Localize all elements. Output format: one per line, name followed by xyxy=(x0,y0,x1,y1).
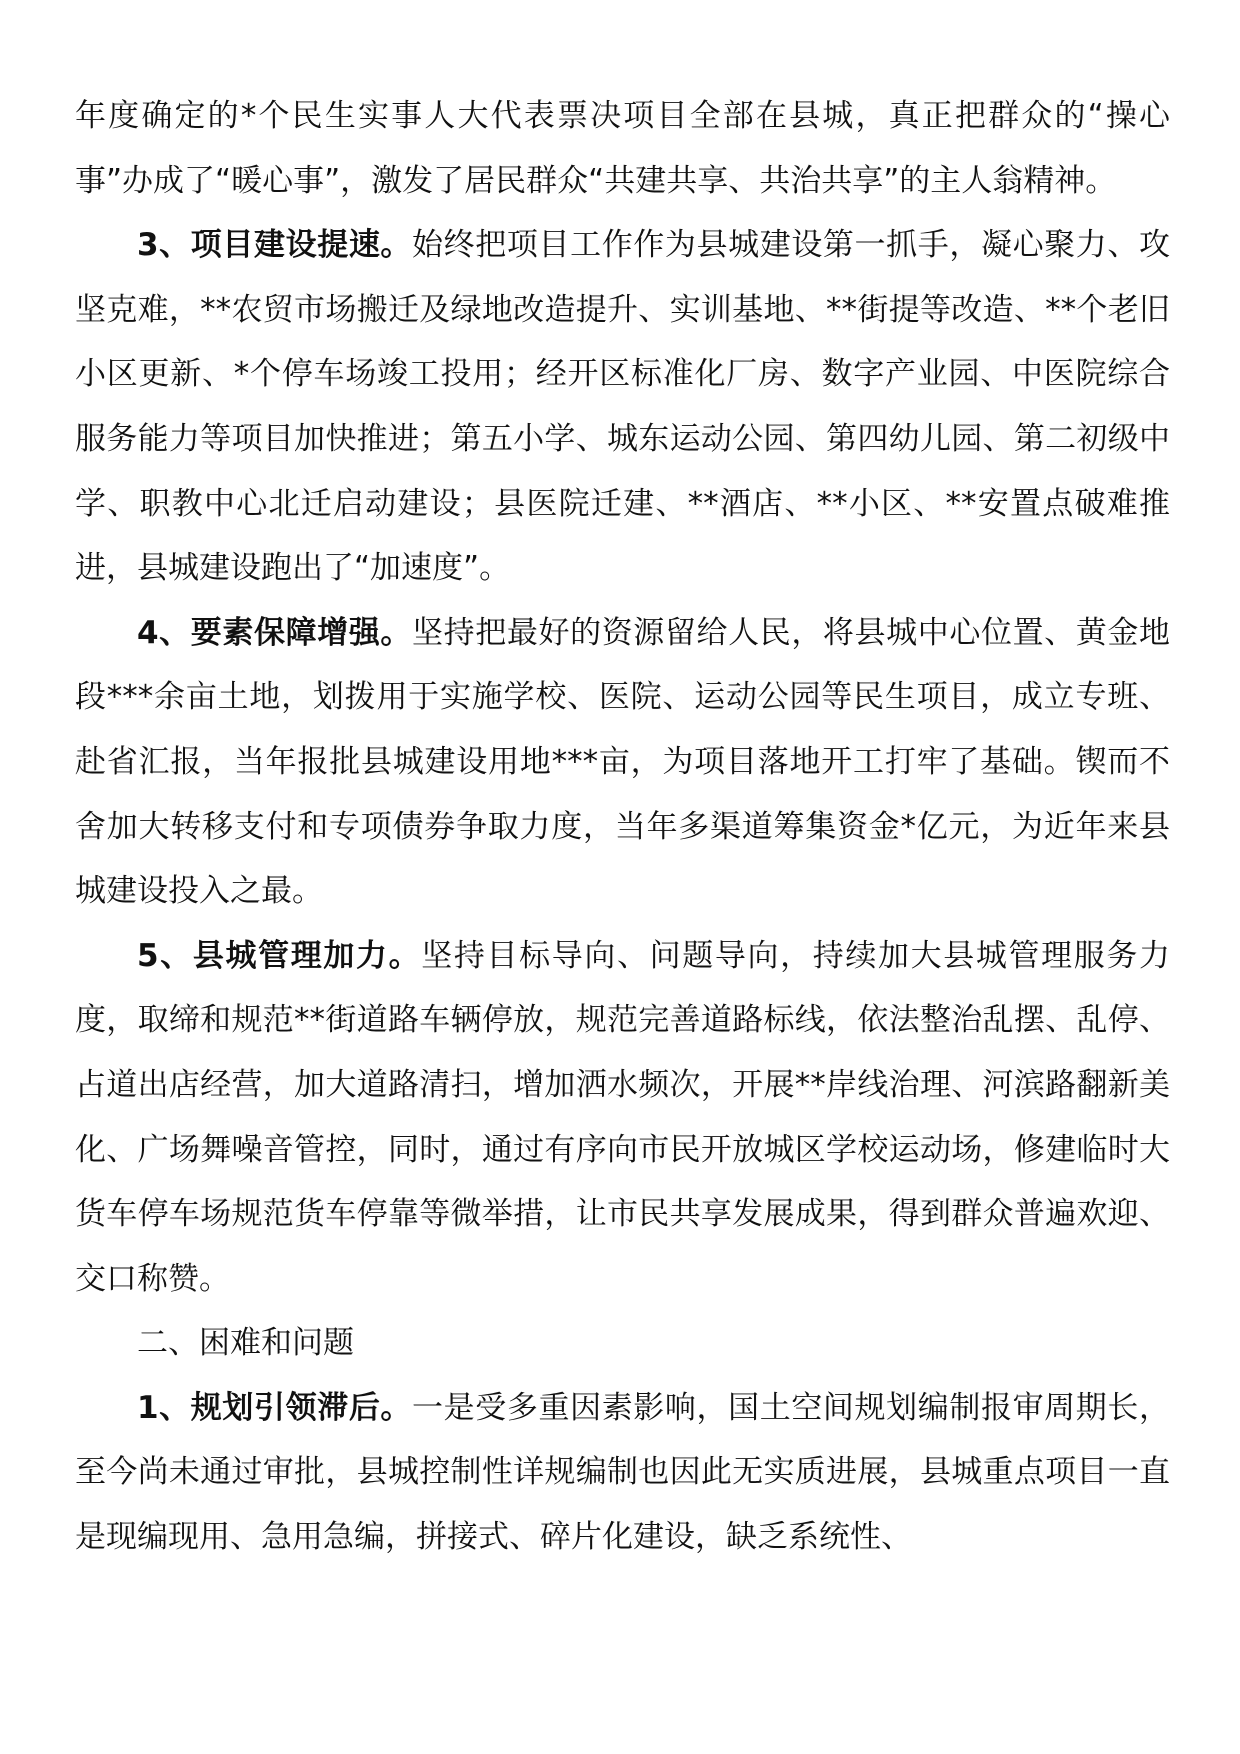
paragraph-body: 坚持把最好的资源留给人民，将县城中心位置、黄金地段***余亩土地，划拨用于实施学校、医院、运动公园等民生项目，成立专班、赴省汇报，当年报批县城建设用地***亩，为项目落地开工打牢了基础。锲而不舍加大转移支付和专项债券争取力度，当年多渠道筹集资金*亿元，为近年来县城建设投入之最。 xyxy=(75,614,1171,910)
paragraph-factor-guarantee xyxy=(75,601,1170,924)
document-body xyxy=(75,84,1170,1570)
paragraph-body: 年度确定的*个民生实事人大代表票决项目全部在县城，真正把群众的“操心事”办成了“暖心事”，激发了居民群众“共建共享、共治共享”的主人翁精神。 xyxy=(75,98,1170,199)
paragraph-lead: 3、项目建设提速。 xyxy=(137,227,413,264)
section-heading-text: 二、困难和问题 xyxy=(137,1325,354,1362)
section-heading-difficulties xyxy=(75,1311,1170,1376)
paragraph-body: 坚持目标导向、问题导向，持续加大县城管理服务力度，取缔和规范**街道路车辆停放，规范完善道路标线，依法整治乱摆、乱停、占道出店经营，加大道路清扫，增加洒水频次，开展**岸线治理、河滨路翻新美化、广场舞噪音管控，同时，通过有序向市民开放城区学校运动场，修建临时大货车停车场规范货车停靠等微举措，让市民共享发展成果，得到群众普遍欢迎、交口称赞。 xyxy=(75,937,1170,1297)
paragraph-body: 始终把项目工作作为县城建设第一抓手，凝心聚力、攻坚克难，**农贸市场搬迁及绿地改造提升、实训基地、**街提等改造、**个老旧小区更新、*个停车场竣工投用；经开区标准化厂房、数字产业园、中医院综合服务能力等项目加快推进；第五小学、城东运动公园、第四幼儿园、第二初级中学、职教中心北迁启动建设；县医院迁建、**酒店、**小区、**安置点破难推进，县城建设跑出了“加速度”。 xyxy=(75,227,1171,587)
paragraph-lead: 4、要素保障增强。 xyxy=(137,614,413,651)
paragraph-lead: 5、县城管理加力。 xyxy=(137,937,422,974)
paragraph-county-management xyxy=(75,924,1170,1312)
paragraph-planning-lag xyxy=(75,1376,1170,1570)
paragraph-continuation xyxy=(75,84,1170,213)
paragraph-project-construction xyxy=(75,213,1170,601)
paragraph-lead: 1、规划引领滞后。 xyxy=(137,1389,413,1426)
paragraph-body: 一是受多重因素影响，国土空间规划编制报审周期长，至今尚未通过审批，县城控制性详规编制也因此无实质进展，县城重点项目一直是现编现用、急用急编，拼接式、碎片化建设，缺乏系统性、 xyxy=(75,1389,1171,1556)
